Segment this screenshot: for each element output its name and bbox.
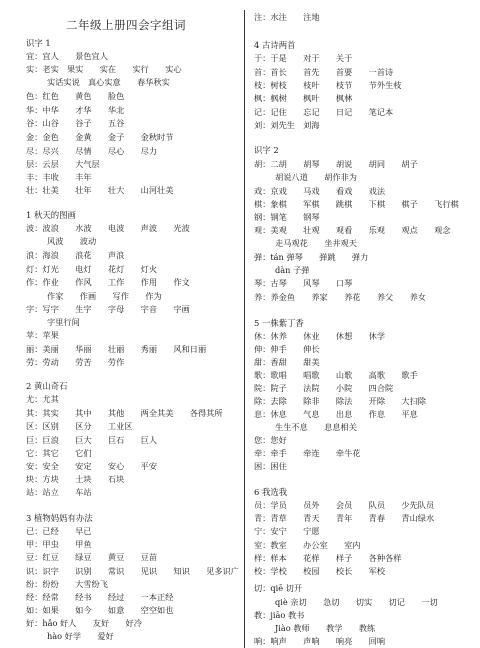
word-entry: 它：其它 它们: [26, 448, 92, 458]
word-entry: 字里行间: [47, 317, 80, 327]
lesson-heading: 识字 2: [254, 145, 279, 155]
word-entry: hào 好学 爱好: [47, 631, 114, 641]
word-entry: 响：响声 声响 响亮 回响: [254, 636, 386, 646]
word-entry: 棋：象棋 军棋 跳棋 下棋 棋子 飞行棋: [254, 199, 459, 209]
word-entry: 谷：山谷 谷子 五谷: [26, 118, 125, 128]
word-entry: 丰：丰收 丰年: [26, 172, 92, 182]
word-entry: 灯：灯光 电灯 花灯 灯火: [26, 264, 158, 274]
word-entry: 胡说八道 胡作非为: [275, 172, 357, 182]
word-entry: 甜：香甜 甜美: [254, 357, 320, 367]
lesson-heading: 6 我选我: [254, 487, 288, 497]
word-entry: 丽：美丽 华丽 壮丽 秀丽 风和日丽: [26, 344, 207, 354]
word-entry: 经：经常 经书 经过 一本正经: [26, 592, 174, 602]
word-entry: 宁：安宁 宁愿: [254, 526, 320, 536]
word-entry: 您：您好: [254, 435, 287, 445]
word-entry: 作：作业 作风 工作 作用 作文: [26, 277, 190, 287]
word-entry: 纷：纷纷 大雪纷飞: [26, 579, 108, 589]
word-entry: 作家 作画 写作 作为: [47, 291, 162, 301]
word-entry: 息：休息 气息 出息 作息 平息: [254, 409, 418, 419]
word-entry: 其：其实 其中 其他 两全其美 各得其所: [26, 408, 223, 418]
word-entry: 安：安全 安定 安心 平安: [26, 461, 158, 471]
word-entry: 戏：京戏 马戏 看戏 戏法: [254, 186, 386, 196]
lesson-heading: 2 黄山奇石: [26, 381, 68, 391]
word-entry: 金：金色 金黄 金子 金秋时节: [26, 132, 174, 142]
word-entry: 歌：歌唱 唱歌 山歌 高歌 歌手: [254, 370, 418, 380]
word-entry: 好：hǎo 好人 友好 好冷: [26, 618, 142, 628]
word-entry: 走马观花 坐井观天: [275, 238, 357, 248]
word-entry: 切：qiē 切开: [254, 583, 303, 593]
word-entry: 实话实说 真心实意 春华秋实: [47, 77, 170, 87]
word-entry: 站：站立 车站: [26, 487, 92, 497]
word-entry: 尽：尽兴 尽情 尽心 尽力: [26, 146, 158, 156]
lesson-heading: 1 秋天的图画: [26, 210, 76, 220]
word-entry: 院：院子 法院 小院 四合院: [254, 383, 394, 393]
word-entry: 记：记住 忘记 日记 笔记本: [254, 107, 394, 117]
word-entry: 劳：劳动 劳苦 劳作: [26, 357, 125, 367]
lesson-heading: 5 一株紫丁香: [254, 318, 304, 328]
column-divider: [244, 10, 245, 648]
lesson-heading: 4 古诗两首: [254, 40, 296, 50]
word-entry: 观：美观 壮观 观看 乐观 观点 观念: [254, 225, 451, 235]
word-entry: 风波 波动: [47, 236, 97, 246]
lesson-heading: 识字 1: [26, 38, 51, 48]
word-entry: 如：如果 如今 如意 空空如也: [26, 605, 174, 615]
word-entry: 字：写字 生字 字母 字音 字画: [26, 304, 190, 314]
word-entry: 尤：尤其: [26, 394, 59, 404]
word-entry: 已：已经 早已: [26, 526, 92, 536]
word-entry: 甲：甲虫 甲鱼: [26, 539, 92, 549]
word-entry: 壮：壮美 壮年 壮大 山河壮美: [26, 185, 174, 195]
word-entry: 生生不息 息息相关: [275, 422, 357, 432]
lesson-heading: 3 植物妈妈有办法: [26, 513, 93, 523]
word-entry: 苹：苹果: [26, 330, 59, 340]
word-entry: 区：区别 区分 工业区: [26, 421, 133, 431]
word-entry: qiè 亲切 急切 切实 切记 一切: [275, 597, 438, 607]
word-entry: 华：中华 才华 华北: [26, 105, 125, 115]
word-entry: 困：困住: [254, 461, 287, 471]
word-entry: 枝：树枝 枝叶 枝节 节外生枝: [254, 80, 402, 90]
word-entry: 室：教室 办公室 室内: [254, 540, 361, 550]
word-entry: 伸：伸手 伸长: [254, 344, 320, 354]
word-entry: 弹：tán 弹琴 弹跳 弹力: [254, 252, 369, 262]
word-entry: 样：样本 花样 样子 各种各样: [254, 553, 402, 563]
word-entry: 青：青草 青天 青年 青春 青山绿水: [254, 513, 435, 523]
word-entry: 除：去除 除非 除法 开除 大扫除: [254, 396, 426, 406]
word-entry: 宜：宜人 景色宜人: [26, 51, 108, 61]
word-entry: 养：养金鱼 养家 养花 养父 养女: [254, 292, 426, 302]
word-entry: 巨：巨浪 巨大 巨石 巨人: [26, 435, 158, 445]
word-entry: 浪：海浪 浪花 声浪: [26, 250, 125, 260]
word-entry: 琴：古琴 风琴 口琴: [254, 278, 353, 288]
word-entry: 首：首长 首先 首要 一首诗: [254, 67, 394, 77]
word-entry: 教：jiāo 教书: [254, 610, 305, 620]
word-entry: 实：老实 果实 实在 实行 实心: [26, 64, 182, 74]
word-entry: 胡：二胡 胡琴 胡说 胡同 胡子: [254, 159, 418, 169]
word-entry: 牵：牵手 牵连 牵牛花: [254, 448, 361, 458]
word-entry: 豆：红豆 绿豆 黄豆 豆苗: [26, 552, 158, 562]
word-entry: 层：云层 大气层: [26, 159, 100, 169]
word-entry: 识：识字 识别 常识 见识 知识 见多识广: [26, 566, 239, 576]
page-title: 二年级上册四会字组词: [66, 18, 186, 32]
word-entry: 钢：钢笔 钢琴: [254, 212, 320, 222]
word-entry: 员：学员 员外 会员 队员 少先队员: [254, 500, 435, 510]
word-entry: 块：方块 土块 石块: [26, 474, 125, 484]
word-entry: 枫：枫树 枫叶 枫林: [254, 93, 353, 103]
word-entry: 波：波浪 水波 电波 声波 光波: [26, 223, 190, 233]
word-entry: 校：学校 校园 校长 军校: [254, 566, 386, 576]
word-entry: dàn 子弹: [275, 265, 310, 275]
word-entry: 注：水注 注地: [254, 12, 320, 22]
word-entry: 刘：刘先生 刘海: [254, 120, 320, 130]
word-entry: 色：红色 黄色 脸色: [26, 91, 125, 101]
word-entry: 休：休养 休业 休想 休学: [254, 331, 386, 341]
word-entry: 于：于是 对于 关于: [254, 53, 353, 63]
word-entry: Jiào 教师 教学 教练: [275, 623, 376, 633]
